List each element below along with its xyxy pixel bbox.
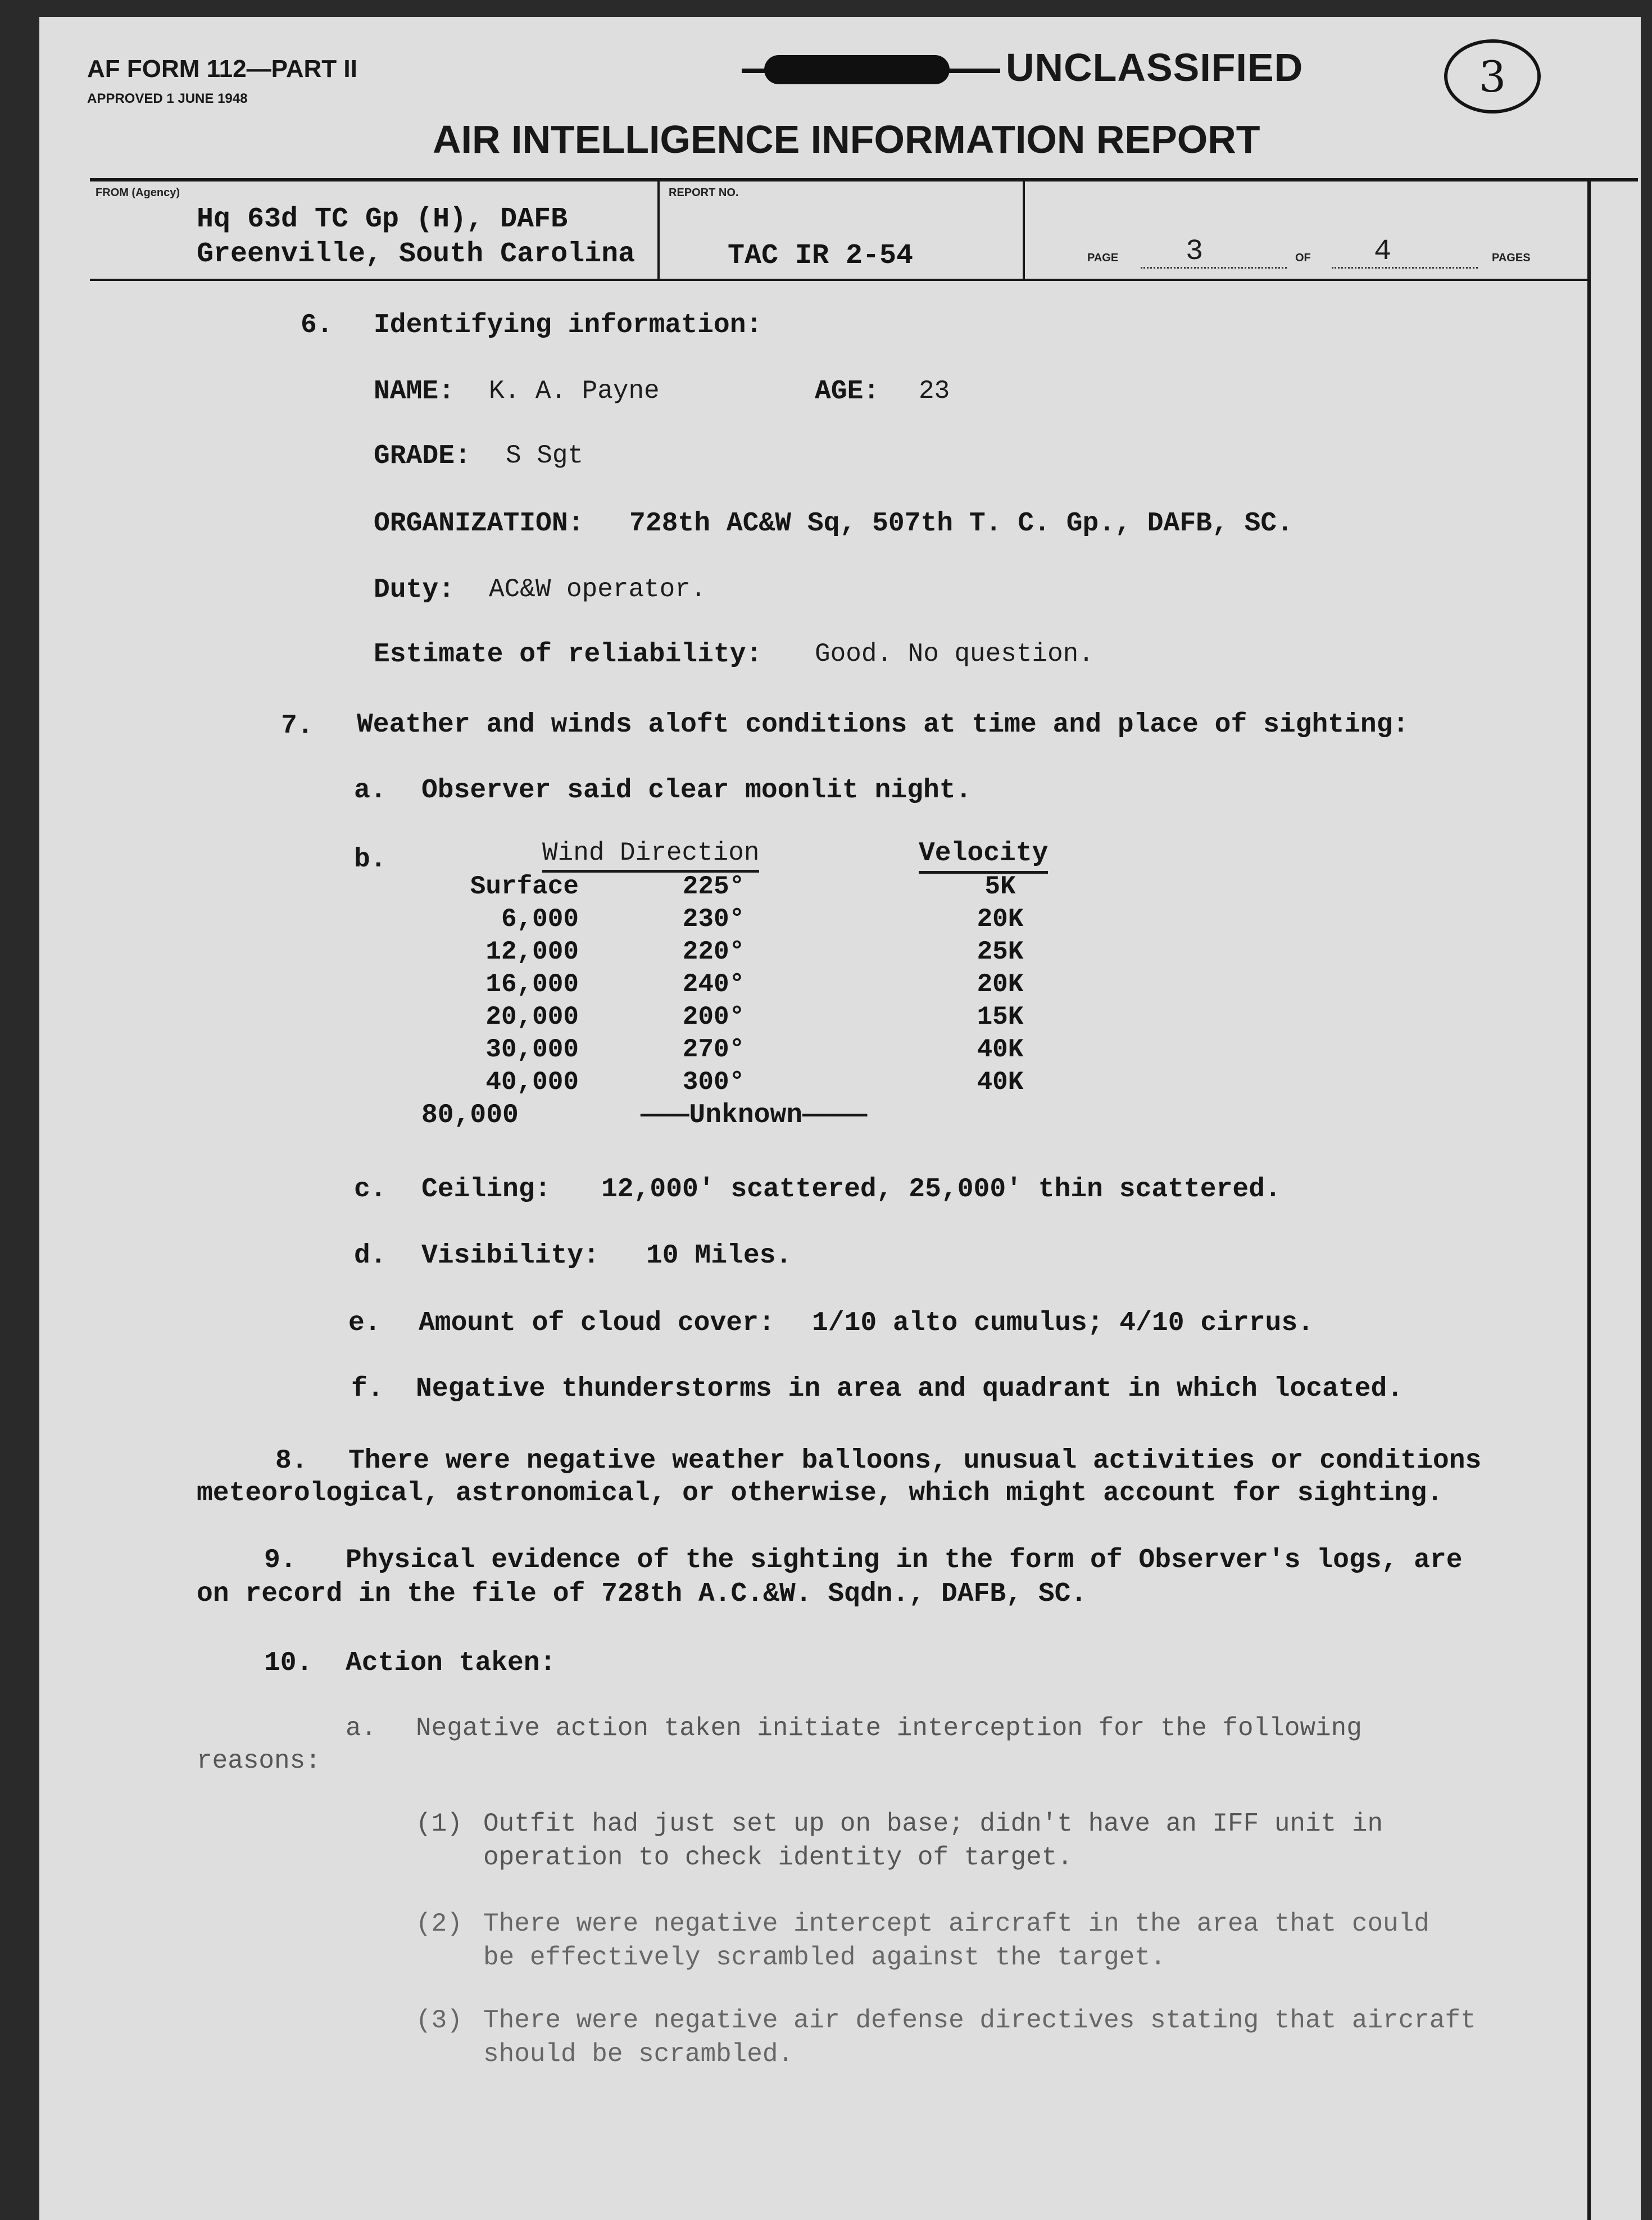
grade-value: S Sgt [506, 441, 584, 470]
wind-row-direction: 220° [682, 937, 745, 966]
visibility-value: 10 Miles. [646, 1241, 792, 1271]
reason-3-line-1: There were negative air defense directives stating that aircraft [483, 2006, 1476, 2035]
page-number: 3 [1186, 235, 1204, 268]
s7-number: 7. [281, 711, 314, 741]
form-id: AF FORM 112—PART II [87, 55, 357, 83]
ceiling-value: 12,000' scattered, 25,000' thin scattered. [601, 1174, 1281, 1205]
approved-date: APPROVED 1 JUNE 1948 [87, 91, 248, 106]
wind-row-direction: 200° [682, 1002, 745, 1032]
s7b-letter: b. [354, 845, 387, 875]
report-box-right-border [1587, 178, 1591, 2220]
wind-row-direction: 300° [682, 1068, 745, 1097]
reliability-label: Estimate of reliability: [374, 639, 763, 670]
from-label: FROM (Agency) [96, 187, 180, 199]
s7e-letter: e. [348, 1308, 381, 1338]
s7a-letter: a. [354, 775, 387, 806]
classification-stamp: UNCLASSIFIED [1006, 46, 1304, 89]
reason-2-number: (2) [416, 1909, 462, 1938]
s10-heading: Action taken: [346, 1648, 556, 1678]
wind-row-direction: 230° [682, 905, 745, 934]
wind-row-direction: 270° [682, 1035, 745, 1064]
wind-row-velocity: 5K [984, 872, 1016, 901]
report-title: AIR INTELLIGENCE INFORMATION REPORT [433, 117, 1260, 161]
wind-row-velocity: 20K [977, 970, 1024, 999]
s10a-line-2: reasons: [197, 1746, 321, 1776]
duty-value: AC&W operator. [489, 575, 706, 604]
s6-number: 6. [301, 310, 333, 341]
reason-1-line-2: operation to check identity of target. [483, 1843, 1073, 1872]
cloud-cover-label: Amount of cloud cover: [419, 1308, 775, 1338]
organization-value: 728th AC&W Sq, 507th T. C. Gp., DAFB, SC. [629, 509, 1293, 539]
wind-row-velocity: 40K [977, 1035, 1024, 1064]
reason-3-line-2: should be scrambled. [483, 2040, 794, 2069]
from-line-1: Hq 63d TC Gp (H), DAFB [197, 203, 568, 235]
wind-row-velocity: 20K [977, 905, 1024, 934]
wind-row-velocity: 25K [977, 937, 1024, 966]
visibility-label: Visibility: [421, 1241, 600, 1271]
reason-2-line-2: be effectively scrambled against the target. [483, 1943, 1166, 1972]
altitude-80000: 80,000 [421, 1100, 519, 1131]
wind-row-altitude: 40,000 [485, 1068, 579, 1097]
s7a-text: Observer said clear moonlit night. [421, 775, 972, 806]
report-no-label: REPORT NO. [669, 187, 739, 199]
reason-1-number: (1) [416, 1809, 462, 1838]
redaction-mark [764, 55, 950, 84]
circled-page-number [1444, 39, 1541, 114]
page-dotted-line [1141, 267, 1287, 269]
cloud-cover-value: 1/10 alto cumulus; 4/10 cirrus. [812, 1308, 1314, 1338]
wind-row-altitude: Surface [470, 872, 579, 901]
name-label: NAME: [374, 376, 455, 407]
ceiling-label: Ceiling: [421, 1174, 551, 1205]
name-value: K. A. Payne [489, 376, 660, 406]
from-line-2: Greenville, South Carolina [197, 238, 636, 270]
page-label: PAGE [1087, 252, 1119, 264]
wind-row-direction: 240° [682, 970, 745, 999]
age-value: 23 [919, 376, 950, 406]
wind-row-velocity: 40K [977, 1068, 1024, 1097]
s10a-line-1: Negative action taken initiate interception for the following [416, 1714, 1362, 1743]
pages-label: PAGES [1492, 252, 1531, 264]
reason-2-line-1: There were negative intercept aircraft in the area that could [483, 1909, 1429, 1938]
of-label: OF [1295, 252, 1311, 264]
organization-label: ORGANIZATION: [374, 509, 584, 539]
total-pages: 4 [1374, 235, 1392, 268]
wind-row-velocity: 15K [977, 1002, 1024, 1032]
wind-direction-header: Wind Direction [542, 838, 759, 873]
s7c-letter: c. [354, 1174, 387, 1205]
s7f-letter: f. [351, 1374, 384, 1404]
wind-row-direction: 225° [682, 872, 745, 901]
reliability-value: Good. No question. [815, 639, 1094, 669]
s9-line-1: Physical evidence of the sighting in the form of Observer's logs, are [346, 1545, 1463, 1576]
duty-label: Duty: [374, 575, 455, 605]
s9-number: 9. [264, 1545, 297, 1576]
circled-number-text: 3 [1478, 51, 1506, 102]
reason-1-line-1: Outfit had just set up on base; didn't have an IFF unit in [483, 1809, 1383, 1838]
wind-row-altitude: 6,000 [501, 905, 579, 934]
s7-heading: Weather and winds aloft conditions at time and place of sighting: [357, 710, 1409, 740]
report-box-divider [90, 279, 1587, 281]
s7d-letter: d. [354, 1241, 387, 1271]
s7f-text: Negative thunderstorms in area and quadrant in which located. [416, 1374, 1404, 1404]
wind-row-altitude: 20,000 [485, 1002, 579, 1032]
velocity-header: Velocity [919, 838, 1048, 874]
s10-number: 10. [264, 1648, 313, 1678]
age-label: AGE: [815, 376, 880, 407]
s8-line-2: meteorological, astronomical, or otherwise, which might account for sighting. [197, 1478, 1443, 1509]
document-page [39, 17, 1641, 2220]
total-pages-dotted-line [1332, 267, 1478, 269]
s6-heading: Identifying information: [374, 310, 763, 341]
s9-line-2: on record in the file of 728th A.C.&W. Sqdn., DAFB, SC. [197, 1579, 1087, 1609]
wind-row-altitude: 12,000 [485, 937, 579, 966]
report-number: TAC IR 2-54 [728, 240, 914, 272]
wind-row-altitude: 16,000 [485, 970, 579, 999]
wind-row-altitude: 30,000 [485, 1035, 579, 1064]
report-box-top-border [90, 178, 1638, 181]
report-box-col-divider-2 [1023, 178, 1025, 279]
unknown-value: ———Unknown———— [641, 1100, 868, 1131]
s8-number: 8. [275, 1446, 308, 1476]
s8-line-1: There were negative weather balloons, unusual activities or conditions [348, 1446, 1482, 1476]
report-box-col-divider-1 [657, 178, 660, 279]
reason-3-number: (3) [416, 2006, 462, 2035]
s10a-letter: a. [346, 1714, 377, 1743]
grade-label: GRADE: [374, 441, 471, 471]
